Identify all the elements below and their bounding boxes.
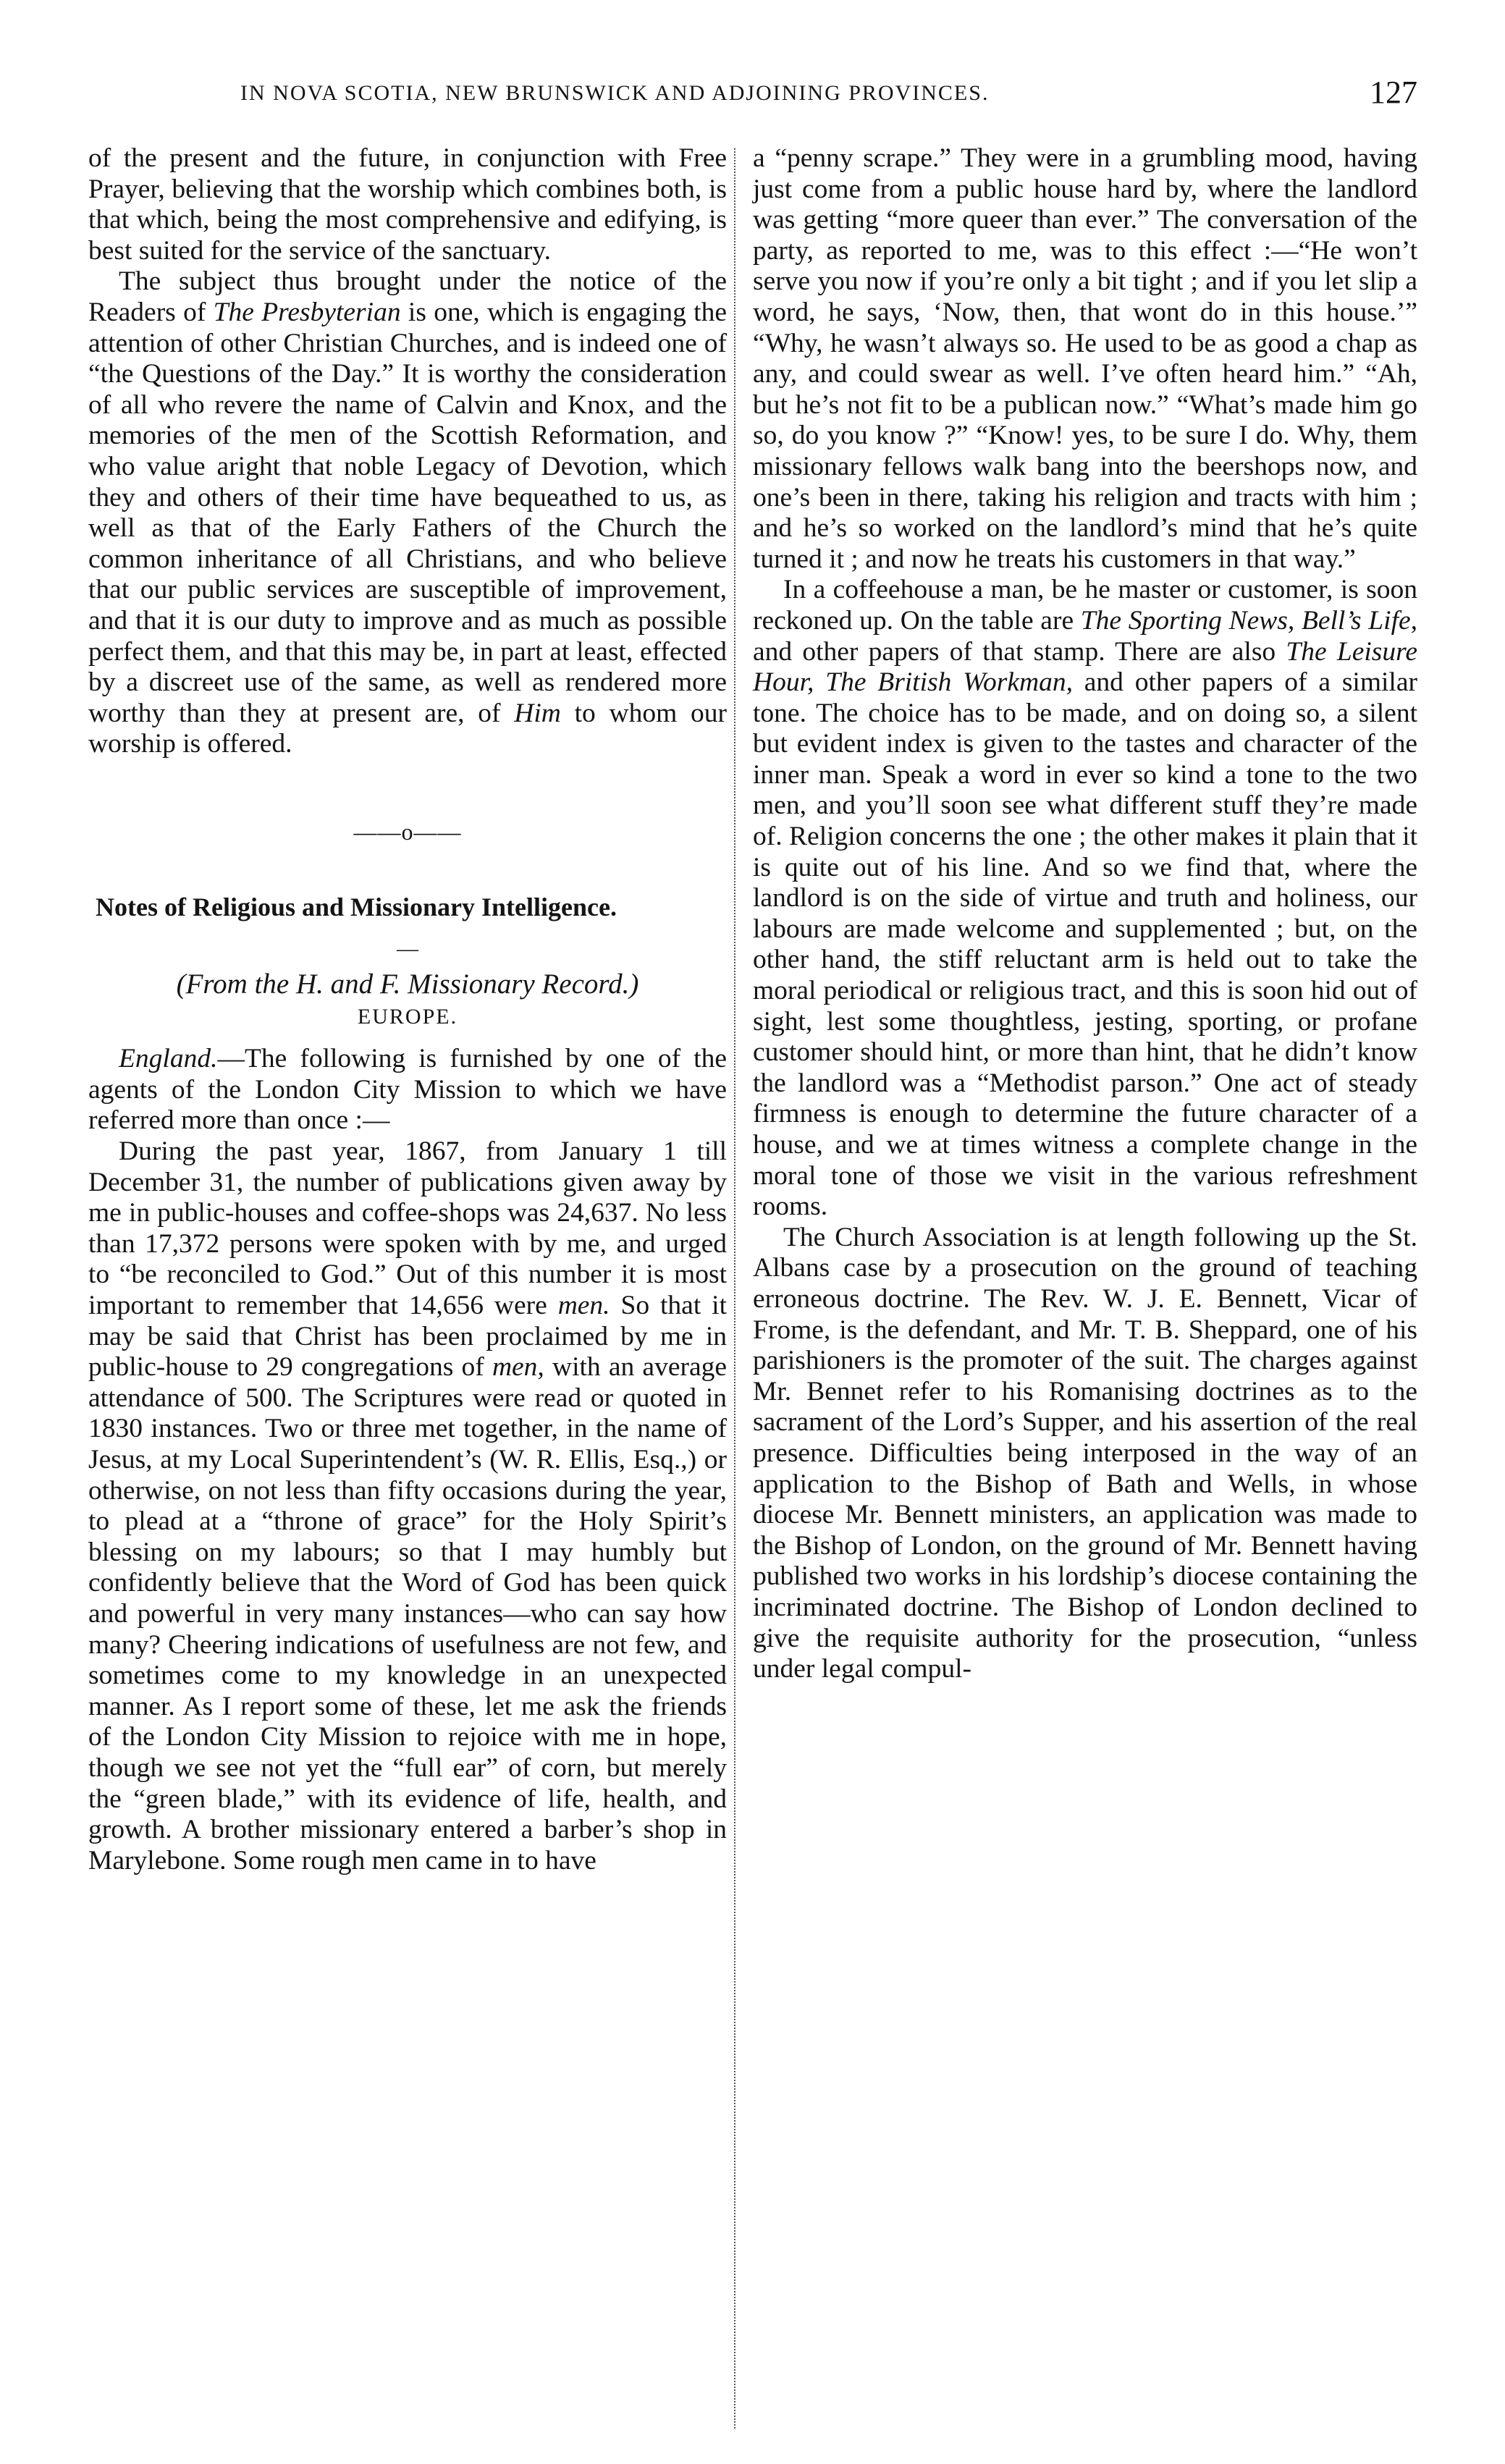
italic-word: Him [514,698,561,728]
heading-dash: — [397,937,418,961]
text-run: is one, which is engaging the attention of other Christian Churches, and is indeed one of “the Questions of the Day.” It is worthy the consideration of all who revere the name of Calvin and Knox, and the memories of the men of the Scottish Reformation, and who value aright that noble Legacy of Devotion, which they and others of their time have bequeathed to us, as well as that of the Early Fathers of the Church the common inheritance of all Christians, and who believe that our public services are susceptible of improvement, and that it is our duty to improve and as much as possible perfect them, and that this may be, in part at least, effected by a discreet use of the same, as well as rendered more worthy than they at present are, of [88,297,727,728]
paragraph [88,1044,727,1136]
italic-title: The Presbyterian [213,297,401,327]
italic-title: The Leisure Hour, The British Workman, [753,636,1417,698]
paragraph: a “penny scrape.” They were in a grumbling mood, having just come from a public house hard by, where the landlord was getting “more queer than ever.” The conversation of the party, as reported to me, was to this effect :—“He won’t serve you now if you’re only a bit tight ; and if you let slip a word, he says, ‘Now, then, that wont do in this house.’” “Why, he wasn’t always so. He used to be as good a chap as any, and could swear as well. I’ve often heard him.” “Ah, but he’s not fit to be a publican now.” “What’s made him go so, do you know ?” “Know! yes, to be sure I do. Why, them missionary fellows walk bang into the beershops now, and one’s been in there, taking his religion and tracts with him ; and he’s so worked on the landlord’s mind that he’s quite turned it ; and now he treats his customers in that way.” [753,143,1417,574]
left-column [88,143,727,1876]
paragraph [753,575,1417,1222]
right-column [753,143,1417,1685]
text-run: —The following is furnished by one of the agents of the London City Mission to which we have referred more than once :— [88,1044,727,1136]
running-title: IN NOVA SCOTIA, NEW BRUNSWICK AND ADJOINING PROVINCES. [240,81,990,105]
text-run: The subject thus brought under the notice of the Readers of [88,266,727,327]
text-run: with an average attendance of 500. The Scriptures were read or quoted in 1830 instances. Two or three met together, in the name of Jesus, at my Local Superintendent’s (W. R. Ellis, Esq.,) or otherwise, on not less than fifty occasions during the year, to plead at a “throne of grace” for the Holy Spirit’s blessing on my labours; so that I may humbly but confidently believe that the Word of God has been quick and powerful in very many instances—who can say how many? Cheering indications of usefulness are not few, and sometimes come to my knowledge in an unexpected manner. As I report some of these, let me ask the friends of the London City Mission to rejoice with me in hope, though we see not yet the “full ear” of corn, but merely the “green blade,” with its evidence of life, health, and growth. A brother missionary entered a barber’s shop in Marylebone. Some rough men came in to have [88,1352,727,1876]
region-heading: EUROPE. [357,1004,458,1029]
text-run: So that it may be said that Christ has been proclaimed by me in public-house to 29 congregations of [88,1291,727,1383]
paragraph: The Church Association is at length following up the St. Albans case by a prosecution on the ground of teaching erroneous doctrine. The Rev. W. J. E. Bennett, Vicar of Frome, is the defendant, and Mr. T. B. Sheppard, one of his parishioners is the promoter of the suit. The charges against Mr. Bennet refer to his Romanising doctrines as to the sacrament of the Lord’s Supper, and his assertion of the real presence. Difficulties being interposed in the way of an application to the Bishop of Bath and Wells, in whose diocese Mr. Bennett ministers, an application was made to the Bishop of London, on the ground of Mr. Bennett having published two works in his lordship’s diocese containing the incriminated doctrine. The Bishop of London declined to give the requisite authority for the prosecution, “unless under legal compul- [753,1222,1417,1684]
text-run: In a coffeehouse a man, be he master or customer, is soon reckoned up. On the table are [753,575,1417,636]
section-separator: ——o—— [353,818,462,845]
italic-lead: England. [119,1044,218,1074]
italic-title: The Sporting News, Bell’s Life, [1080,605,1418,636]
text-run: and other papers of a similar tone. The choice has to be made, and on doing so, a silent but evident index is given to the tastes and character of the inner man. Speak a word in ever so kind a tone to the two men, and you’ll soon see what different stuff they’re made of. Religion concerns the one ; the other makes it plain that it is quite out of his line. And so we find that, where the landlord is on the side of virtue and truth and holiness, our labours are made welcome and supplemented ; but, on the other hand, the stiff reluctant arm is held out to take the moral periodical or religious tract, and this is soon hid out of sight, lest some thoughtless, jesting, sporting, or profane customer should hint, or more than hint, that he didn’t know the landlord was a “Methodist parson.” One act of steady firmness is enough to determine the future character of a house, and we at times witness a complete change in the moral tone of those we visit in the various refreshment rooms. [753,667,1417,1222]
paragraph [88,1136,727,1876]
page-number: 127 [1370,75,1417,110]
source-line: (From the H. and F. Missionary Record.) [176,969,639,1000]
paragraph: of the present and the future, in conjunction with Free Prayer, believing that the worship which combines both, is that which, being the most comprehensive and edifying, is best suited for the service of the sanctuary. [88,143,727,266]
column-rule [734,148,735,2429]
running-head [88,75,1417,125]
italic-word: men. [557,1291,610,1320]
section-heading: Notes of Religious and Missionary Intelligence. [96,893,617,922]
text-run: During the past year, 1867, from January 1 till December 31, the number of publications given away by me in public-houses and coffee-shops was 24,637. No less than 17,372 persons were spoken with by me, and urged to “be reconciled to God.” Out of this number it is most important to remember that 14,656 were [88,1136,727,1320]
text-run: to whom our worship is offered. [88,698,727,759]
paragraph [88,266,727,760]
italic-word: men, [492,1352,544,1383]
text-run: and other papers of that stamp. There are also [753,636,1286,667]
